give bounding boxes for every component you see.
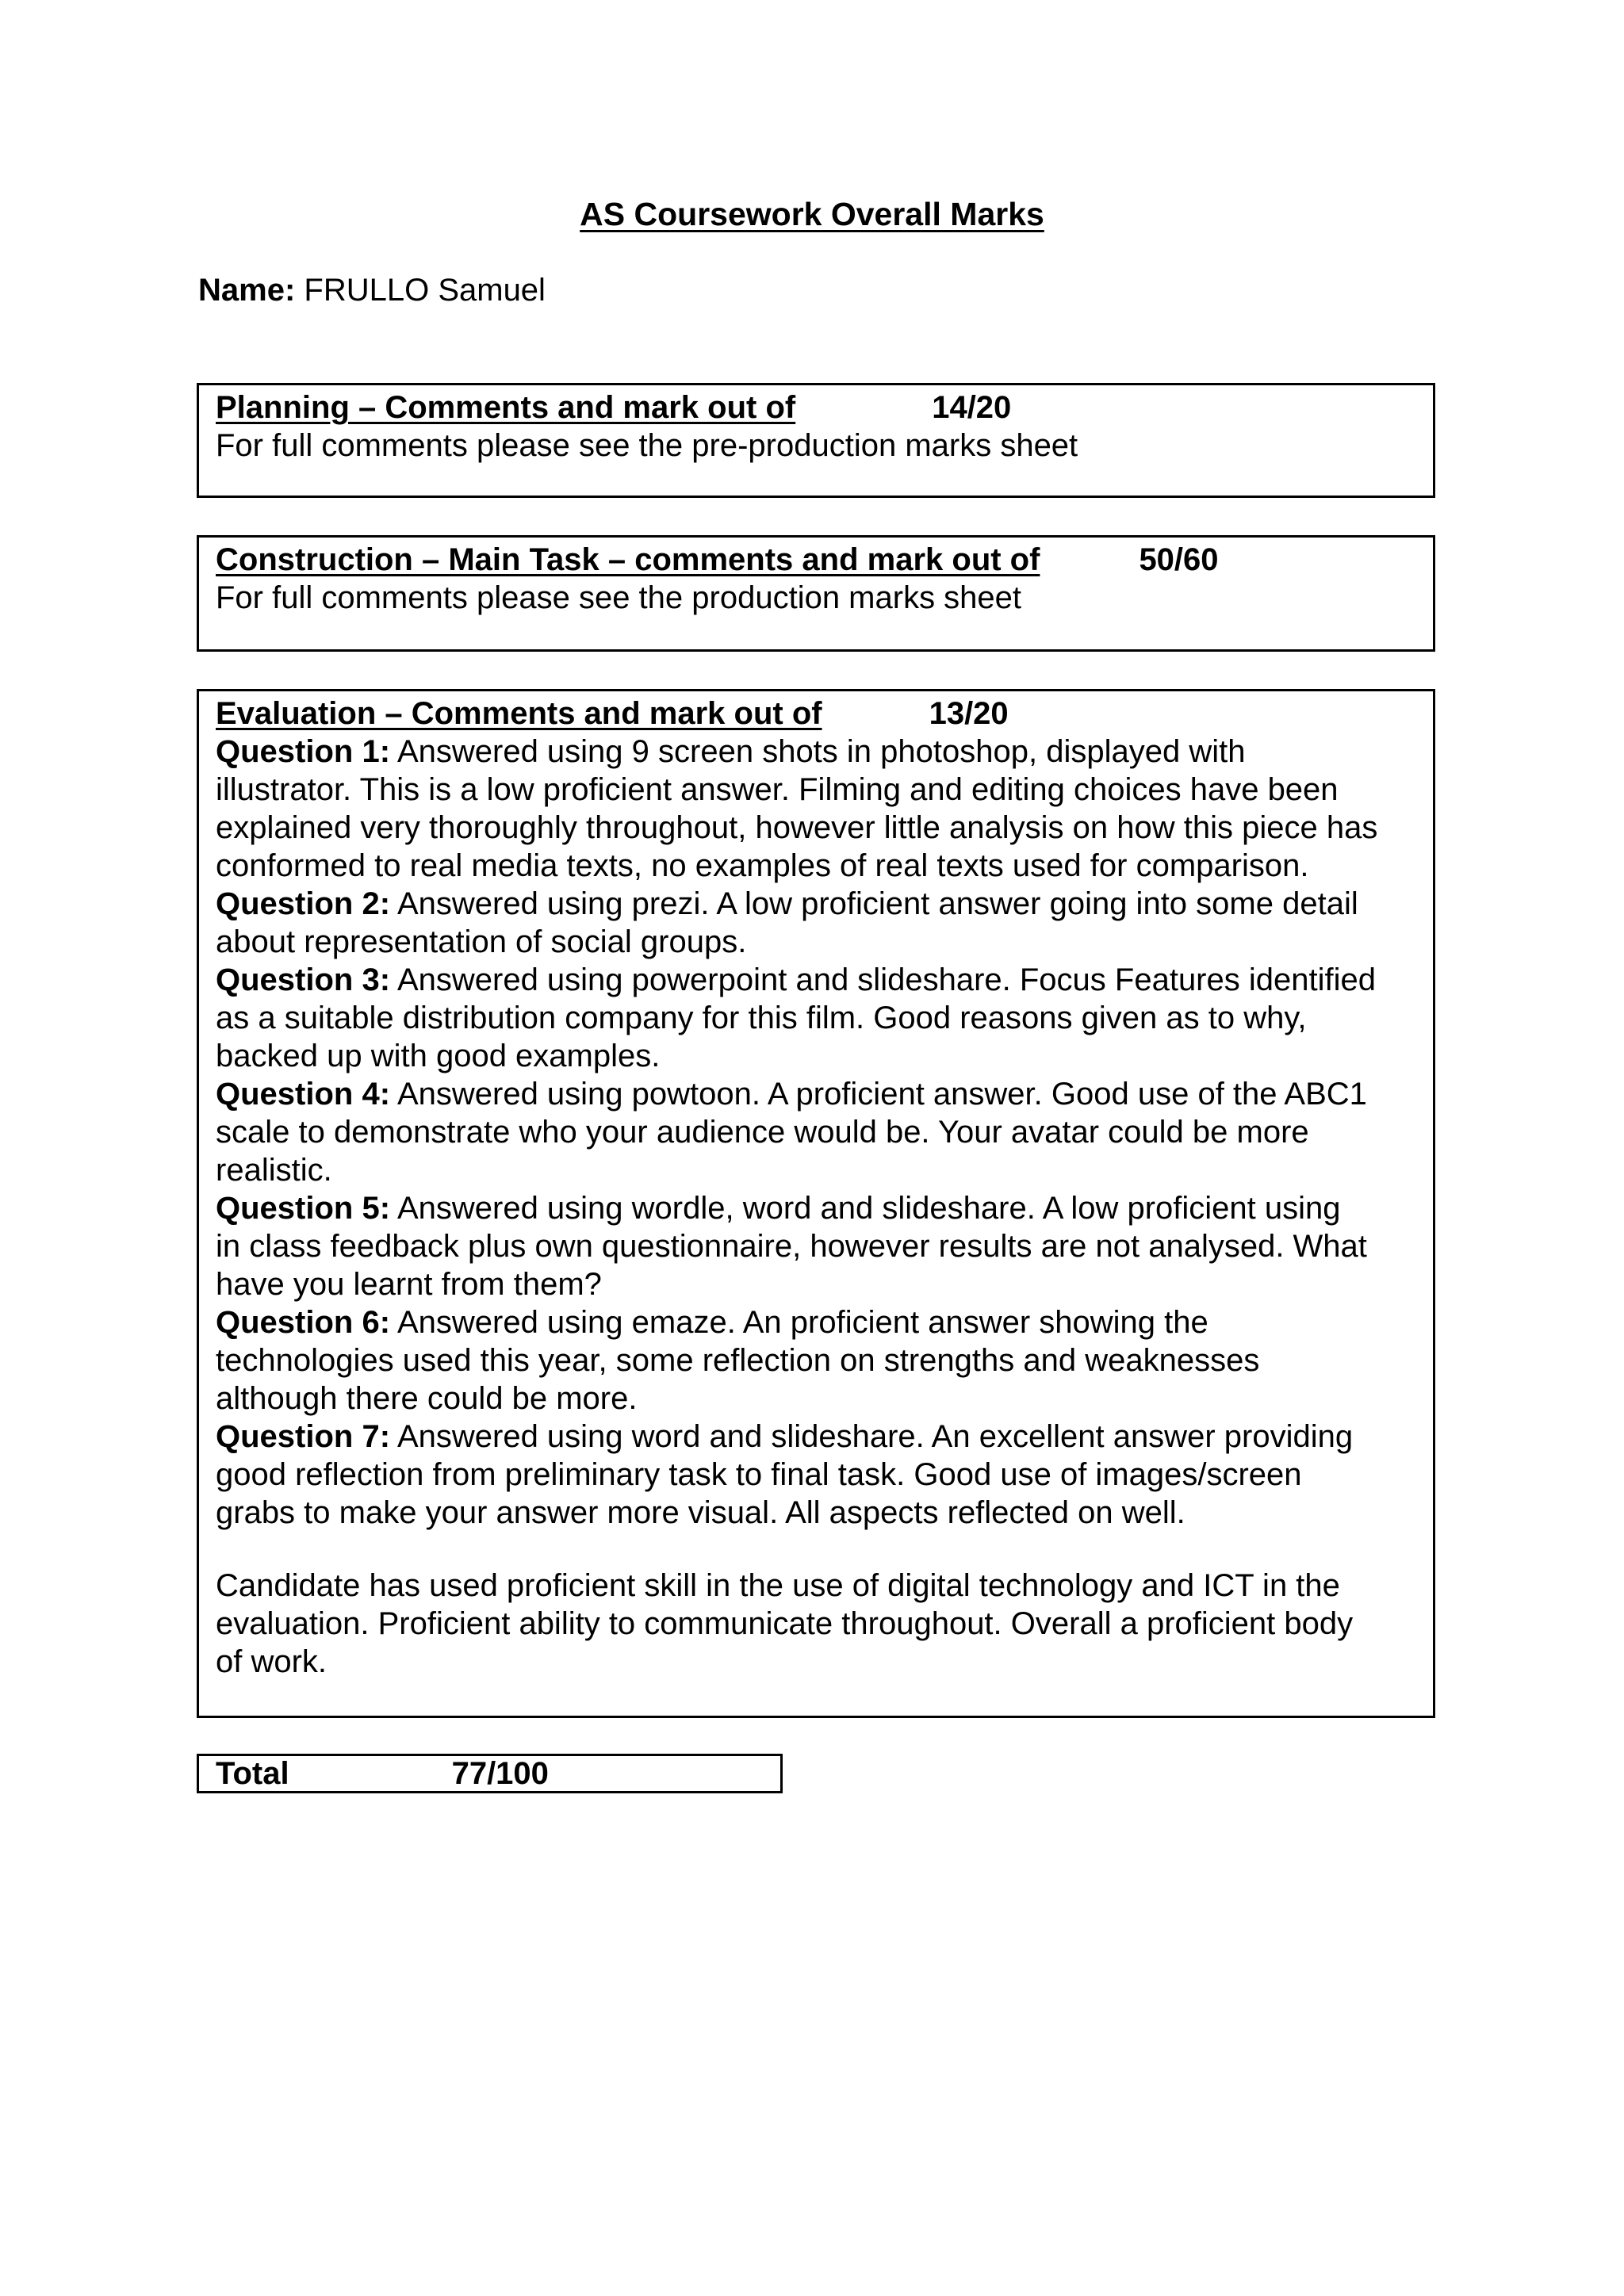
- question-6-label: Question 6:: [216, 1305, 391, 1340]
- evaluation-section: [197, 689, 1435, 1718]
- student-name: [198, 270, 546, 311]
- planning-comment: For full comments please see the pre-production marks sheet: [216, 428, 1078, 463]
- question-3-label: Question 3:: [216, 962, 391, 997]
- summary-line: Candidate has used proficient skill in the use of digital technology and ICT in the: [216, 1568, 1340, 1603]
- question-3-line: as a suitable distribution company for this film. Good reasons given as to why,: [216, 1001, 1307, 1035]
- question-1-label: Question 1:: [216, 734, 391, 769]
- question-6: [216, 1303, 1419, 1418]
- question-2: [216, 885, 1419, 961]
- question-3: [216, 961, 1419, 1075]
- total-section: [197, 1754, 783, 1793]
- question-4-label: Question 4:: [216, 1077, 391, 1112]
- summary-line: evaluation. Proficient ability to communicate throughout. Overall a proficient body: [216, 1606, 1354, 1641]
- question-6-line: Answered using emaze. An proficient answer showing the: [390, 1305, 1208, 1340]
- page-title: AS Coursework Overall Marks: [580, 196, 1044, 232]
- question-4: [216, 1075, 1419, 1189]
- question-3-line: backed up with good examples.: [216, 1039, 661, 1073]
- question-7-line: grabs to make your answer more visual. All aspects reflected on well.: [216, 1495, 1185, 1530]
- planning-heading: [216, 388, 1011, 427]
- question-5: [216, 1189, 1419, 1303]
- construction-heading-text: Construction – Main Task – comments and mark out of: [216, 542, 1040, 577]
- question-2-label: Question 2:: [216, 886, 391, 921]
- question-1: [216, 733, 1419, 885]
- question-5-line: Answered using wordle, word and slideshare. A low proficient using: [390, 1191, 1341, 1226]
- question-1-line: illustrator. This is a low proficient answer. Filming and editing choices have been: [216, 772, 1339, 807]
- evaluation-heading-text: Evaluation – Comments and mark out of: [216, 696, 822, 731]
- evaluation-mark: 13/20: [929, 696, 1009, 731]
- question-5-label: Question 5:: [216, 1191, 391, 1226]
- name-value: FRULLO Samuel: [304, 273, 546, 308]
- total-row: [216, 1756, 766, 1791]
- question-7-label: Question 7:: [216, 1419, 391, 1454]
- planning-section: [197, 383, 1435, 498]
- construction-section: [197, 535, 1435, 652]
- question-1-line: conformed to real media texts, no examples of real texts used for comparison.: [216, 848, 1309, 883]
- name-label: Name:: [198, 273, 296, 308]
- construction-heading: [216, 541, 1219, 579]
- summary-line: of work.: [216, 1644, 327, 1679]
- question-6-line: although there could be more.: [216, 1381, 638, 1416]
- planning-mark: 14/20: [932, 390, 1012, 425]
- evaluation-summary: [216, 1567, 1419, 1681]
- question-6-line: technologies used this year, some reflection on strengths and weaknesses: [216, 1343, 1260, 1378]
- question-7: [216, 1418, 1419, 1532]
- question-3-line: Answered using powerpoint and slideshare. Focus Features identified: [390, 962, 1376, 997]
- evaluation-heading: [216, 695, 1009, 733]
- question-2-line: Answered using prezi. A low proficient answer going into some detail: [390, 886, 1358, 921]
- question-4-line: scale to demonstrate who your audience would be. Your avatar could be more: [216, 1115, 1309, 1150]
- question-7-line: Answered using word and slideshare. An excellent answer providing: [390, 1419, 1354, 1454]
- question-5-line: have you learnt from them?: [216, 1267, 602, 1302]
- question-7-line: good reflection from preliminary task to final task. Good use of images/screen: [216, 1457, 1302, 1492]
- planning-heading-text: Planning – Comments and mark out of: [216, 390, 796, 425]
- total-label: Total: [216, 1756, 289, 1791]
- question-2-line: about representation of social groups.: [216, 924, 747, 959]
- construction-mark: 50/60: [1139, 542, 1219, 577]
- total-value: 77/100: [451, 1756, 549, 1791]
- question-1-line: Answered using 9 screen shots in photoshop, displayed with: [390, 734, 1246, 769]
- question-4-line: realistic.: [216, 1153, 332, 1188]
- question-4-line: Answered using powtoon. A proficient answer. Good use of the ABC1: [390, 1077, 1367, 1112]
- question-1-line: explained very thoroughly throughout, however little analysis on how this piece has: [216, 810, 1378, 845]
- construction-comment: For full comments please see the production marks sheet: [216, 580, 1022, 615]
- question-5-line: in class feedback plus own questionnaire, however results are not analysed. What: [216, 1229, 1367, 1264]
